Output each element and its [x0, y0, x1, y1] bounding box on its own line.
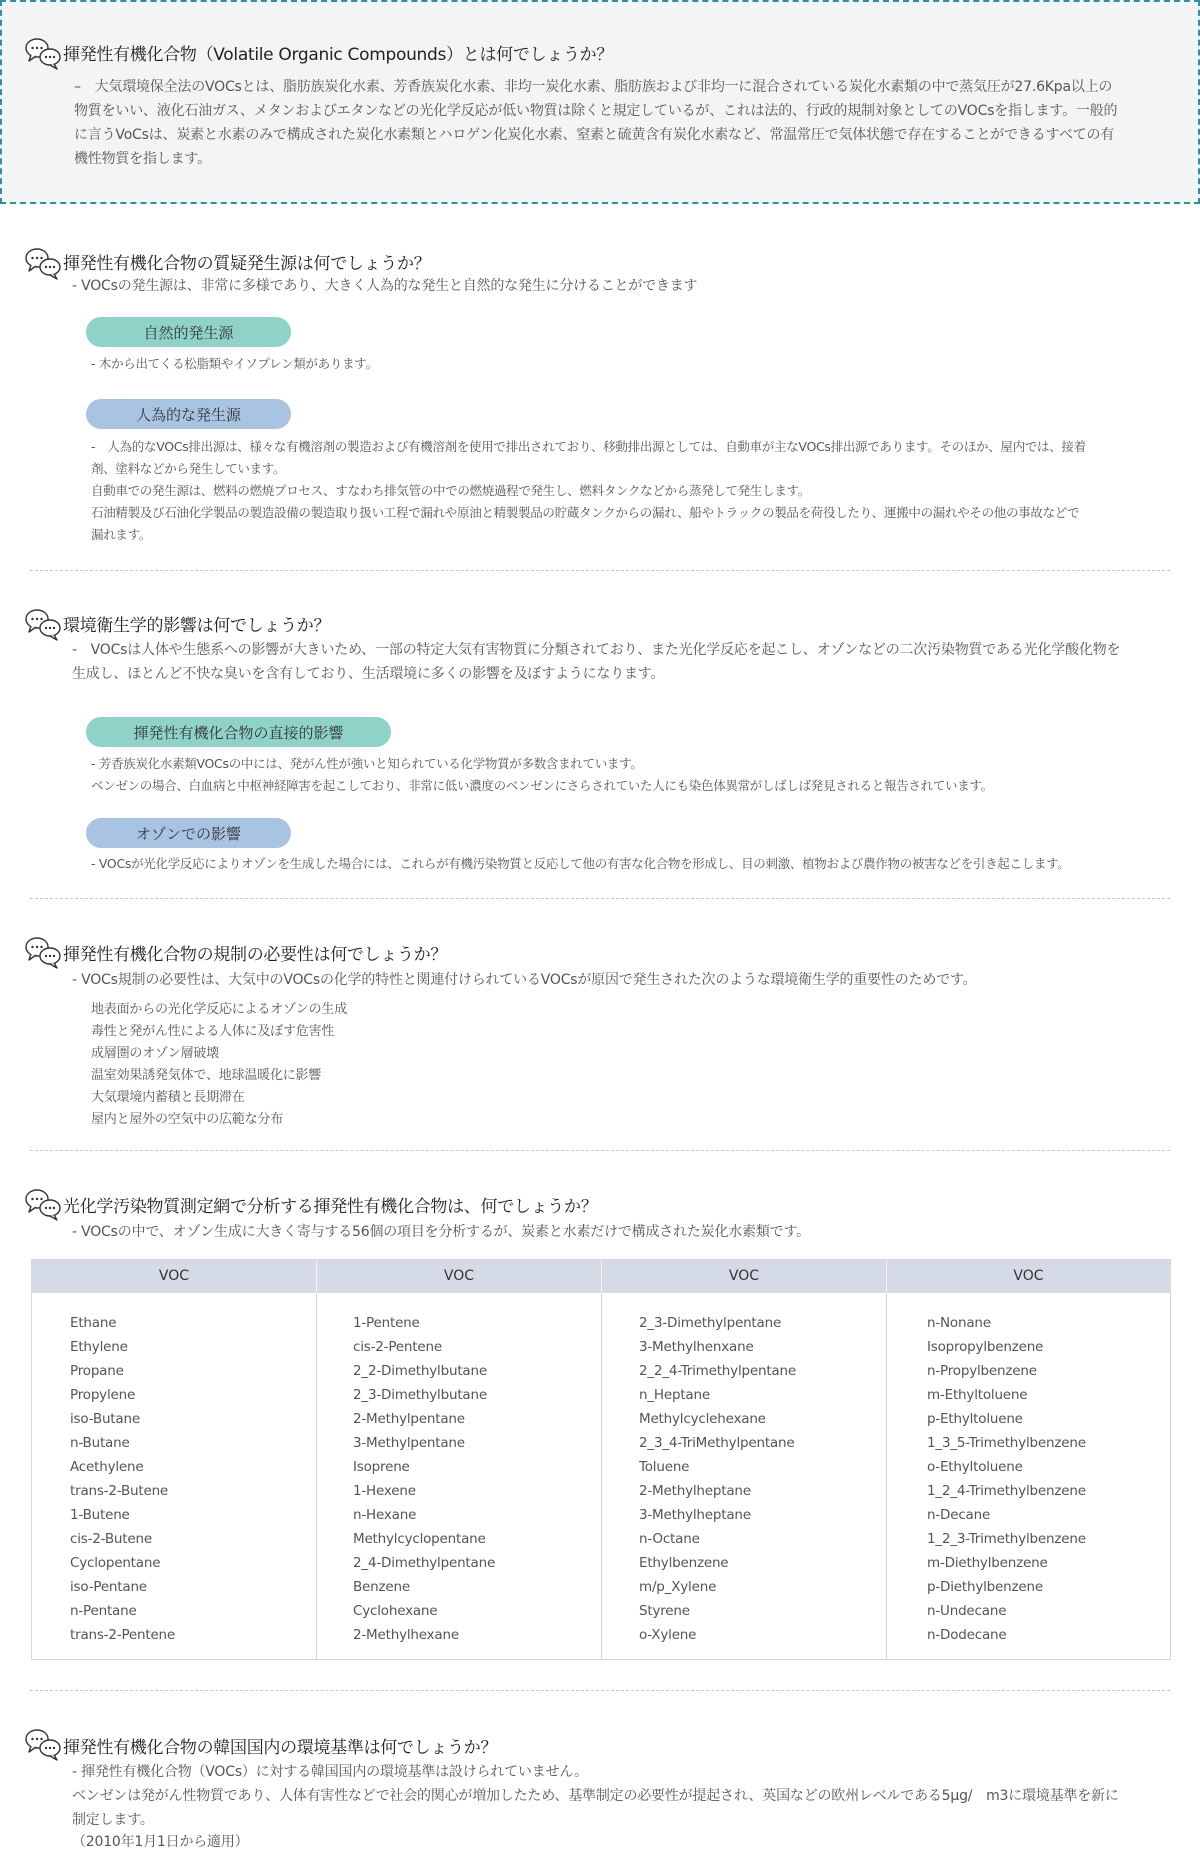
table-cell: Cyclohexane [353, 1603, 438, 1619]
table-cell: 2-Methylheptane [639, 1483, 751, 1499]
voc-table [31, 1259, 1171, 1660]
table-cell: 1-Butene [70, 1507, 130, 1523]
korea-title: 揮発性有機化合物の韓国国内の環境基準は何でしょうか？ [63, 1738, 498, 1758]
human-source-text-3: 石油精製及び石油化学製品の製造設備の製造取り扱い工程で漏れや原油と精製製品の貯蔵タンクからの漏れ、船やトラックの製品を荷役したり、運搬中の漏れやその他の事故などで漏れます。 [91, 505, 1080, 542]
table-cell: Benzene [353, 1579, 410, 1595]
health-title: 環境衛生学的影響は何でしょうか？ [63, 616, 331, 636]
regulation-title: 揮発性有機化合物の規制の必要性は何でしょうか？ [63, 945, 448, 965]
table-cell: n-Propylbenzene [927, 1363, 1037, 1379]
section-divider [30, 1150, 1170, 1151]
list-item: 地表面からの光化学反応によるオゾンの生成 [91, 1002, 348, 1017]
table-cell: n-Undecane [927, 1603, 1007, 1619]
table-cell: cis-2-Pentene [353, 1339, 442, 1355]
korea-line-2: ベンゼンは発がん性物質であり、人体有害性などで社会的関心が増加したため、基準制定の必要性が提起され、英国などの欧州レベルである5μg/ m3に環境基準を新に制定します。 [72, 1788, 1119, 1828]
table-cell: 2-Methylpentane [353, 1411, 465, 1427]
table-cell: n-Pentane [70, 1603, 137, 1619]
table-cell: 3-Methylpentane [353, 1435, 465, 1451]
table-cell: 1_2_4-Trimethylbenzene [927, 1483, 1086, 1499]
table-column [602, 1293, 887, 1659]
table-cell: Methylcyclehexane [639, 1411, 766, 1427]
network-lead: - VOCsの中で、オゾン生成に大きく寄与する56個の項目を分析するが、炭素と水素だけで構成された炭化水素類です。 [72, 1224, 810, 1240]
table-cell: o-Xylene [639, 1627, 697, 1643]
section-divider [30, 1690, 1170, 1691]
human-source-text-2: 自動車での発生源は、燃料の燃焼プロセス、すなわち排気管の中での燃焼過程で発生し、燃料タンクなどから蒸発して発生します。 [91, 483, 810, 498]
table-cell: Isopropylbenzene [927, 1339, 1044, 1355]
intro-body: – 大気環境保全法のVOCsとは、脂肪族炭化水素、芳香族炭化水素、非均一炭化水素、脂肪族および非均一に混合されている炭化水素類の中で蒸気圧が27.6Kpa以上の物質をいい、液化石油ガス、メタンおよびエタンなどの光化学反応が低い物質は除くと規定しているが、これは法的、行政的規制対象としてのVOCsを指します。一般的に言うVoCsは、炭素と水素のみで構成された炭化水素類とハロゲン化炭化水素、窒素と硫黄含有炭化水素など、常温常圧で気体状態で存在することができるすべての有機性物質を指します。 [74, 79, 1118, 167]
table-cell: Propylene [70, 1387, 136, 1403]
table-header-cell: VOC [887, 1260, 1170, 1293]
speech-bubbles-icon [24, 935, 62, 969]
table-cell: Styrene [639, 1603, 690, 1619]
table-cell: Cyclopentane [70, 1555, 161, 1571]
table-cell: p-Ethyltoluene [927, 1411, 1023, 1427]
table-cell: cis-2-Butene [70, 1531, 152, 1547]
table-cell: 2_2_4-Trimethylpentane [639, 1363, 796, 1379]
table-cell: 1-Pentene [353, 1315, 420, 1331]
intro-title: 揮発性有機化合物（Volatile Organic Compounds）とは何でしょうか？ [63, 45, 614, 65]
table-cell: o-Ethyltoluene [927, 1459, 1023, 1475]
speech-bubbles-icon [24, 607, 62, 641]
table-cell: n-Nonane [927, 1315, 991, 1331]
table-cell: p-Diethylbenzene [927, 1579, 1043, 1595]
health-lead: - VOCsは人体や生態系への影響が大きいため、一部の特定大気有害物質に分類されており、また光化学反応を起こし、オゾンなどの二次汚染物質である光化学酸化物を生成し、ほとんど不快な臭いを含有しており、生活環境に多くの影響を及ぼすようになります。 [72, 642, 1121, 682]
table-cell: 3-Methylhenxane [639, 1339, 754, 1355]
table-column [887, 1293, 1170, 1659]
speech-bubbles-icon [24, 36, 62, 70]
table-cell: Ethane [70, 1315, 117, 1331]
table-cell: 1_2_3-Trimethylbenzene [927, 1531, 1086, 1547]
table-header-cell: VOC [317, 1260, 602, 1293]
table-column [32, 1293, 317, 1659]
list-item: 毒性と発がん性による人体に及ぼす危害性 [91, 1024, 335, 1039]
table-cell: m-Ethyltoluene [927, 1387, 1028, 1403]
table-cell: n-Butane [70, 1435, 130, 1451]
regulation-list [91, 999, 891, 1131]
table-cell: Methylcyclopentane [353, 1531, 486, 1547]
korea-line-1: - 揮発性有機化合物（VOCs）に対する韓国国内の環境基準は設けられていません。 [72, 1764, 588, 1780]
table-cell: n-Hexane [353, 1507, 417, 1523]
list-item: 温室効果誘発気体で、地球温暖化に影響 [91, 1068, 322, 1083]
speech-bubbles-icon [24, 1727, 62, 1761]
table-cell: 2_2-Dimethylbutane [353, 1363, 487, 1379]
korea-line-3: （2010年1月1日から適用） [72, 1834, 249, 1850]
list-item: 屋内と屋外の空気中の広範な分布 [91, 1112, 284, 1127]
speech-bubbles-icon [24, 1187, 62, 1221]
sources-title: 揮発性有機化合物の質疑発生源は何でしょうか？ [63, 254, 431, 274]
list-item: 成層圏のオゾン層破壊 [91, 1046, 220, 1061]
direct-effect-text-1: - 芳香族炭化水素類VOCsの中には、発がん性が強いと知られている化学物質が多数含まれています。 [91, 756, 643, 771]
table-cell: m/p_Xylene [639, 1579, 717, 1595]
table-cell: 1-Hexene [353, 1483, 416, 1499]
direct-effect-label: 揮発性有機化合物の直接的影響 [86, 717, 391, 747]
table-cell: 1_3_5-Trimethylbenzene [927, 1435, 1086, 1451]
table-cell: 2_3_4-TriMethylpentane [639, 1435, 795, 1451]
table-cell: Isoprene [353, 1459, 410, 1475]
regulation-lead: - VOCs規制の必要性は、大気中のVOCsの化学的特性と関連付けられているVOCsが原因で発生された次のような環境衛生学的重要性のためです。 [72, 972, 977, 988]
table-cell: trans-2-Pentene [70, 1627, 176, 1643]
sources-lead: - VOCsの発生源は、非常に多様であり、大きく人為的な発生と自然的な発生に分けることができます [72, 278, 698, 294]
table-cell: 3-Methylheptane [639, 1507, 751, 1523]
table-cell: n-Decane [927, 1507, 991, 1523]
human-source-label: 人為的な発生源 [86, 399, 291, 429]
table-cell: n_Heptane [639, 1387, 710, 1403]
section-divider [30, 898, 1170, 899]
speech-bubbles-icon [24, 246, 62, 280]
network-title: 光化学汚染物質測定網で分析する揮発性有機化合物は、何でしょうか？ [63, 1197, 598, 1217]
section-divider [30, 570, 1170, 571]
table-cell: m-Diethylbenzene [927, 1555, 1048, 1571]
direct-effect-text-2: ベンゼンの場合、白血病と中枢神経障害を起こしており、非常に低い濃度のベンゼンにさらされていた人にも染色体異常がしばしば発見されると報告されています。 [91, 778, 993, 793]
table-cell: n-Dodecane [927, 1627, 1007, 1643]
ozone-effect-text: - VOCsが光化学反応によりオゾンを生成した場合には、これらが有機汚染物質と反応して他の有害な化合物を形成し、目の刺激、植物および農作物の被害などを引き起こします。 [91, 856, 1070, 871]
natural-source-text: - 木から出てくる松脂類やイソプレン類があります。 [91, 356, 378, 371]
ozone-effect-label: オゾンでの影響 [86, 818, 291, 848]
table-cell: iso-Butane [70, 1411, 140, 1427]
human-source-text-1: - 人為的なVOCs排出源は、様々な有機溶剤の製造および有機溶剤を使用で排出されており、移動排出源としては、自動車が主なVOCs排出源であります。そのほか、屋内では、接着剤、塗料などから発生しています。 [91, 439, 1086, 476]
table-cell: iso-Pentane [70, 1579, 147, 1595]
natural-source-label: 自然的発生源 [86, 317, 291, 347]
table-cell: Ethylbenzene [639, 1555, 729, 1571]
table-cell: Acethylene [70, 1459, 144, 1475]
table-cell: Ethylene [70, 1339, 128, 1355]
table-header-cell: VOC [602, 1260, 887, 1293]
table-cell: 2_4-Dimethylpentane [353, 1555, 496, 1571]
table-cell: Toluene [639, 1459, 690, 1475]
table-cell: 2_3-Dimethylbutane [353, 1387, 487, 1403]
table-cell: Propane [70, 1363, 124, 1379]
table-column [317, 1293, 602, 1659]
table-cell: n-Octane [639, 1531, 700, 1547]
table-cell: 2-Methylhexane [353, 1627, 459, 1643]
table-header-cell: VOC [32, 1260, 317, 1293]
table-cell: trans-2-Butene [70, 1483, 169, 1499]
table-cell: 2_3-Dimethylpentane [639, 1315, 782, 1331]
list-item: 大気環境内蓄積と長期滞在 [91, 1090, 245, 1105]
